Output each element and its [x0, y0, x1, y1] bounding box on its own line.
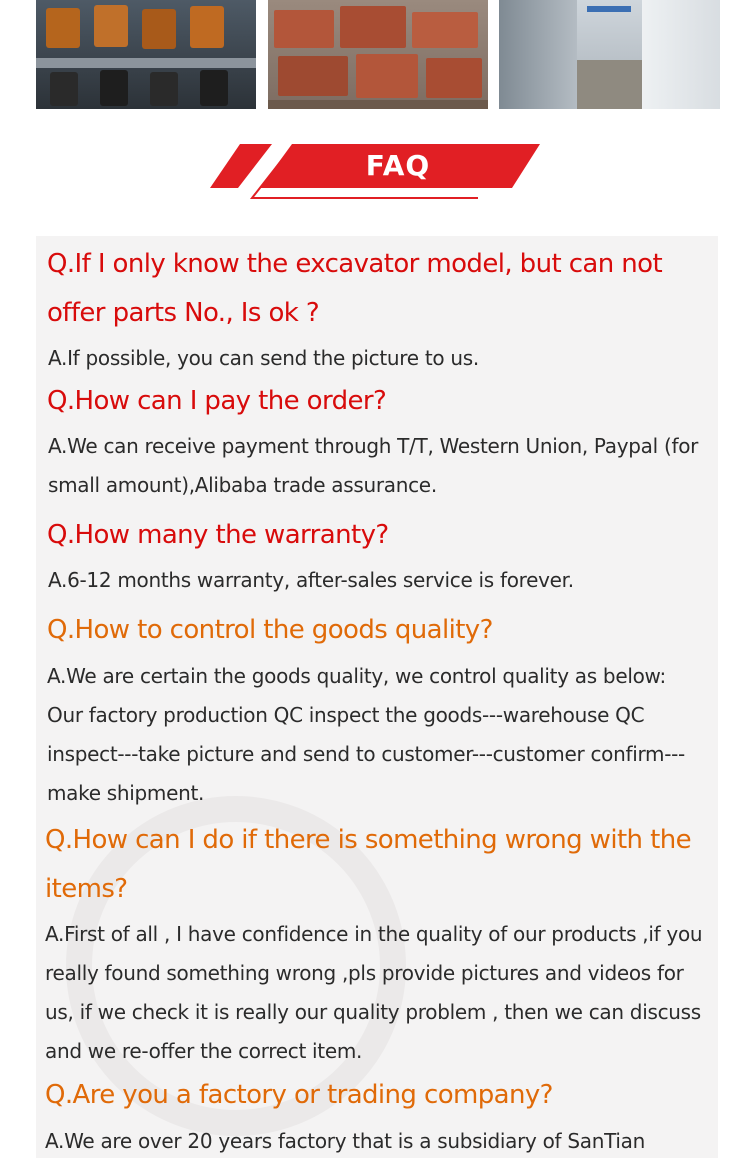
product-photo-strip — [36, 0, 720, 109]
faq-question: Q.How many the warranty? — [47, 520, 389, 550]
faq-title: FAQ — [365, 149, 431, 182]
faq-answer: A.We are certain the goods quality, we control quality as below: Our factory production QC inspect the goods---warehouse QC inspect---take picture and send to customer---customer confirm---make shipment. — [47, 664, 685, 805]
faq-answer: A.6-12 months warranty, after-sales service is forever. — [48, 568, 574, 592]
faq-answer: A.If possible, you can send the picture to us. — [48, 346, 479, 370]
faq-answer: A.First of all , I have confidence in the quality of our products ,if you really found something wrong ,pls provide pictures and videos for us, if we check it is really our quality problem , then we can discuss and we re-offer the correct item. — [45, 922, 703, 1063]
warehouse-pallets-photo — [268, 0, 488, 109]
faq-question: Q.Are you a factory or trading company? — [45, 1080, 553, 1110]
faq-question: Q.How can I pay the order? — [47, 386, 387, 416]
faq-question: Q.How to control the goods quality? — [47, 615, 493, 645]
warehouse-aisle-photo — [499, 0, 720, 109]
parts-shelf-photo — [36, 0, 256, 109]
faq-answer: A.We can receive payment through T/T, Western Union, Paypal (for small amount),Alibaba trade assurance. — [48, 434, 699, 497]
banner-slash-left — [210, 144, 272, 188]
faq-answer: A.We are over 20 years factory that is a subsidiary of SanTian — [45, 1129, 645, 1153]
faq-question: Q.How can I do if there is something wrong with the items? — [45, 825, 691, 904]
faq-question: Q.If I only know the excavator model, but can not offer parts No., Is ok ? — [47, 249, 663, 328]
